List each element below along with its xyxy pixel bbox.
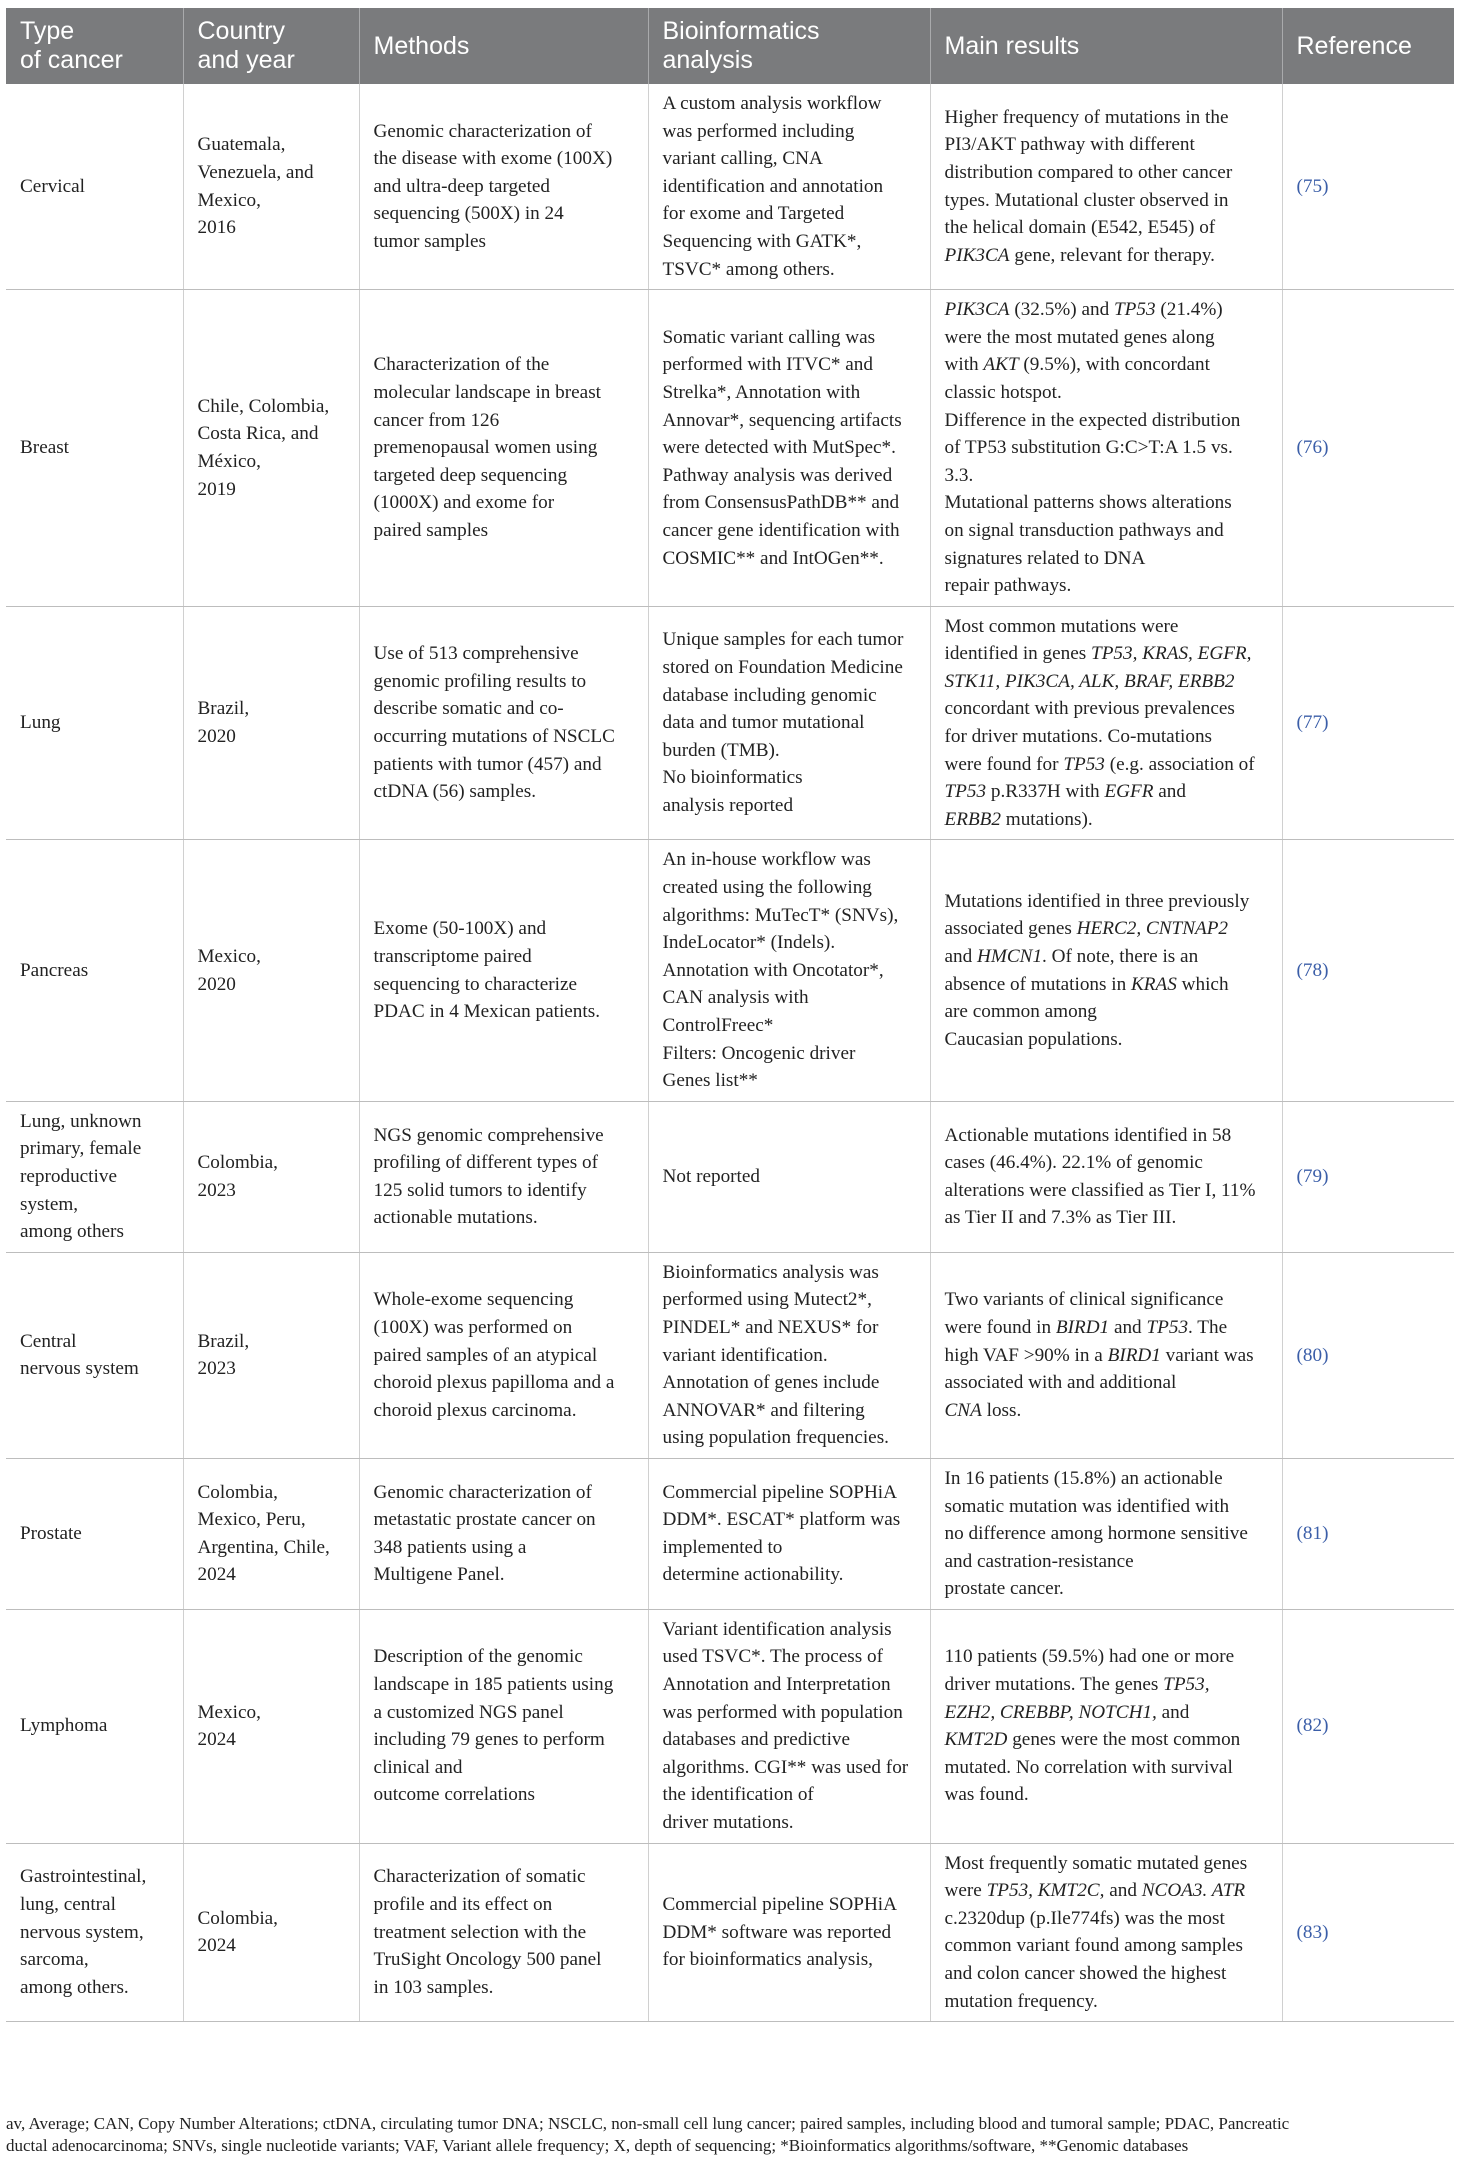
cell-text-line: identification and annotation xyxy=(662,175,884,197)
cell-text-line: variant calling, CNA xyxy=(662,148,823,170)
cell-text-line: IndeLocator* (Indels). xyxy=(662,932,836,954)
cell-text-line: were detected with MutSpec*. xyxy=(662,437,896,459)
cell-text-line: profile and its effect on xyxy=(373,1894,553,1916)
cell-text-line: Strelka*, Annotation with xyxy=(662,381,861,403)
cell-text-line: 2019 xyxy=(197,478,236,500)
cell-text-line: Pathway analysis was derived xyxy=(662,464,893,486)
cell-text-line: patients with tumor (457) and xyxy=(373,753,602,775)
cell-text-line: classic hotspot. xyxy=(944,381,1062,403)
cell-text-line: Unique samples for each tumor xyxy=(662,629,904,651)
cell-text-line: treatment selection with the xyxy=(373,1921,587,1943)
cell-text-line: cases (46.4%). 22.1% of genomic xyxy=(944,1152,1203,1174)
cell-bioinformatics-analysis xyxy=(648,84,930,290)
cell-country-and-year xyxy=(183,1252,359,1458)
cell-text-line: system, xyxy=(20,1193,79,1215)
cell-text-line: An in-house workflow was xyxy=(662,849,871,871)
cell-text-line: ERBB2 mutations). xyxy=(944,808,1093,830)
header-text-line: Methods xyxy=(373,31,470,60)
cell-text-line: Chile, Colombia, xyxy=(197,395,330,417)
cell-bioinformatics-analysis xyxy=(648,1252,930,1458)
cell-text-line: Annotation and Interpretation xyxy=(662,1674,891,1696)
cell-text-line: Exome (50-100X) and xyxy=(373,918,547,940)
cell-country-and-year xyxy=(183,840,359,1101)
cell-text-line: profiling of different types of xyxy=(373,1152,599,1174)
cell-text-line: Mexico, xyxy=(197,1701,261,1723)
cell-main-results xyxy=(930,1609,1282,1843)
cell-text-line: paired samples xyxy=(373,519,489,541)
cell-text-line: PINDEL* and NEXUS* for xyxy=(662,1316,879,1338)
cell-text-line: sequencing (500X) in 24 xyxy=(373,203,564,225)
cell-methods xyxy=(359,1843,648,2022)
cell-methods xyxy=(359,1101,648,1252)
cell-text-line: choroid plexus carcinoma. xyxy=(373,1399,577,1421)
cell-text-line: algorithms: MuTecT* (SNVs), xyxy=(662,904,899,926)
cell-text-line: Lymphoma xyxy=(20,1715,108,1737)
cell-text-line: TruSight Oncology 500 panel xyxy=(373,1949,602,1971)
cell-text-line: CNA loss. xyxy=(944,1399,1022,1421)
cell-text-line: created using the following xyxy=(662,877,872,899)
cell-text-line: COSMIC** and IntOGen**. xyxy=(662,547,884,569)
table-row xyxy=(6,1101,1454,1252)
cell-text-line: was performed with population xyxy=(662,1701,903,1723)
cell-text-line: cancer from 126 xyxy=(373,409,500,431)
cell-text-line: PDAC in 4 Mexican patients. xyxy=(373,1001,600,1023)
cell-text-line: 2024 xyxy=(197,1729,236,1751)
cell-text-line: Brazil, xyxy=(197,698,250,720)
cell-text-line: Breast xyxy=(20,437,70,459)
cell-text-line: Not reported xyxy=(662,1165,761,1187)
cell-text-line: clinical and xyxy=(373,1756,463,1778)
cell-text-line: with AKT (9.5%), with concordant xyxy=(944,354,1210,376)
cell-text-line: database including genomic xyxy=(662,684,877,706)
cell-text-line: Caucasian populations. xyxy=(944,1028,1123,1050)
table-row xyxy=(6,1252,1454,1458)
reference-link[interactable]: (82) xyxy=(1282,1609,1454,1843)
cell-type-of-cancer xyxy=(6,1101,183,1252)
cell-text-line: nervous system xyxy=(20,1358,139,1380)
cell-text-line: PIK3CA (32.5%) and TP53 (21.4%) xyxy=(944,299,1223,321)
cell-bioinformatics-analysis xyxy=(648,606,930,840)
cell-text-line: molecular landscape in breast xyxy=(373,381,601,403)
table-row xyxy=(6,1458,1454,1609)
cell-methods xyxy=(359,1252,648,1458)
cell-text-line: Variant identification analysis xyxy=(662,1618,892,1640)
cell-bioinformatics-analysis xyxy=(648,1843,930,2022)
cell-text-line: 3.3. xyxy=(944,464,974,486)
cell-text-line: 125 solid tumors to identify xyxy=(373,1179,587,1201)
cell-text-line: concordant with previous prevalences xyxy=(944,698,1235,720)
cell-text-line: implemented to xyxy=(662,1536,783,1558)
cell-text-line: on signal transduction pathways and xyxy=(944,519,1224,541)
cell-main-results xyxy=(930,84,1282,290)
cell-text-line: of TP53 substitution G:C>T:A 1.5 vs. xyxy=(944,437,1233,459)
cell-text-line: TP53 p.R337H with EGFR and xyxy=(944,781,1186,803)
cell-text-line: ctDNA (56) samples. xyxy=(373,781,537,803)
cell-country-and-year xyxy=(183,1101,359,1252)
cell-text-line: In 16 patients (15.8%) an actionable xyxy=(944,1467,1223,1489)
cell-text-line: 2024 xyxy=(197,1564,236,1586)
cell-bioinformatics-analysis xyxy=(648,290,930,607)
cell-text-line: sarcoma, xyxy=(20,1949,89,1971)
cell-text-line: 2023 xyxy=(197,1358,236,1380)
cell-main-results xyxy=(930,1252,1282,1458)
cell-country-and-year xyxy=(183,1843,359,2022)
cell-text-line: Genomic characterization of xyxy=(373,120,592,142)
cell-text-line: choroid plexus papilloma and a xyxy=(373,1372,615,1394)
cell-text-line: 2016 xyxy=(197,217,236,239)
header-type-of-cancer xyxy=(6,8,183,84)
table-row xyxy=(6,840,1454,1101)
footnote-line: ductal adenocarcinoma; SNVs, single nucleotide variants; VAF, Variant allele frequency; X, depth of sequencing; *Bioinformatics algorithms/software, **Genomic databases xyxy=(6,2136,1189,2155)
footnote-line: av, Average; CAN, Copy Number Alterations; ctDNA, circulating tumor DNA; NSCLC, non-small cell lung cancer; paired samples, including blood and tumoral sample; PDAC, Pancreatic xyxy=(6,2114,1290,2133)
cell-country-and-year xyxy=(183,84,359,290)
cell-text-line: Somatic variant calling was xyxy=(662,326,876,348)
cell-country-and-year xyxy=(183,606,359,840)
cell-country-and-year xyxy=(183,290,359,607)
cell-text-line: transcriptome paired xyxy=(373,946,532,968)
cell-text-line: Mexico, xyxy=(197,189,261,211)
cell-text-line: paired samples of an atypical xyxy=(373,1344,598,1366)
cell-text-line: No bioinformatics xyxy=(662,767,803,789)
cell-text-line: Venezuela, and xyxy=(197,161,314,183)
header-text-line: analysis xyxy=(662,46,753,74)
cell-text-line: EZH2, CREBBP, NOTCH1, and xyxy=(944,1701,1190,1723)
cell-text-line: Commercial pipeline SOPHiA xyxy=(662,1894,897,1916)
cell-text-line: Lung, unknown xyxy=(20,1110,142,1132)
cell-text-line: Most frequently somatic mutated genes xyxy=(944,1852,1248,1874)
cell-text-line: performed with ITVC* and xyxy=(662,354,873,376)
cell-text-line: Difference in the expected distribution xyxy=(944,409,1241,431)
cell-text-line: using population frequencies. xyxy=(662,1427,889,1449)
cell-text-line: c.2320dup (p.Ile774fs) was the most xyxy=(944,1907,1225,1929)
cell-text-line: reproductive xyxy=(20,1165,117,1187)
cell-text-line: associated genes HERC2, CNTNAP2 xyxy=(944,918,1229,940)
cell-text-line: PIK3CA gene, relevant for therapy. xyxy=(944,244,1215,266)
cell-text-line: ANNOVAR* and filtering xyxy=(662,1399,865,1421)
cell-type-of-cancer xyxy=(6,1843,183,2022)
table-row xyxy=(6,1843,1454,2022)
cell-text-line: sequencing to characterize xyxy=(373,973,577,995)
cell-text-line: Annotation of genes include xyxy=(662,1372,880,1394)
header-text-line: Reference xyxy=(1296,31,1412,60)
cell-text-line: DDM*. ESCAT* platform was xyxy=(662,1509,901,1531)
cell-text-line: associated with and additional xyxy=(944,1372,1177,1394)
cell-text-line: Filters: Oncogenic driver xyxy=(662,1042,856,1064)
cell-text-line: actionable mutations. xyxy=(373,1207,538,1229)
cell-text-line: the disease with exome (100X) xyxy=(373,148,613,170)
header-country-and-year xyxy=(183,8,359,84)
cell-text-line: primary, female xyxy=(20,1138,142,1160)
cell-text-line: 2023 xyxy=(197,1179,236,1201)
cell-text-line: genomic profiling results to xyxy=(373,670,587,692)
cell-main-results xyxy=(930,1101,1282,1252)
cell-text-line: NGS genomic comprehensive xyxy=(373,1124,604,1146)
cell-text-line: Annotation with Oncotator*, xyxy=(662,959,884,981)
reference-link[interactable]: (83) xyxy=(1282,1843,1454,2022)
cell-text-line: absence of mutations in KRAS which xyxy=(944,973,1229,995)
cell-text-line: Annovar*, sequencing artifacts xyxy=(662,409,902,431)
cell-text-line: Brazil, xyxy=(197,1330,250,1352)
header-text-line: Country xyxy=(197,17,286,45)
cell-text-line: were found for TP53 (e.g. association of xyxy=(944,753,1255,775)
cell-main-results xyxy=(930,1458,1282,1609)
cell-text-line: (100X) was performed on xyxy=(373,1316,573,1338)
cell-text-line: KMT2D genes were the most common xyxy=(944,1729,1241,1751)
cell-methods xyxy=(359,290,648,607)
cell-text-line: Central xyxy=(20,1330,77,1352)
cell-text-line: and castration-resistance xyxy=(944,1550,1134,1572)
cell-text-line: variant identification. xyxy=(662,1344,828,1366)
cell-text-line: nervous system, xyxy=(20,1921,144,1943)
cell-methods xyxy=(359,84,648,290)
cell-text-line: 2020 xyxy=(197,973,236,995)
cell-text-line: metastatic prostate cancer on xyxy=(373,1509,596,1531)
cell-text-line: Colombia, xyxy=(197,1481,278,1503)
cell-text-line: from ConsensusPathDB** and xyxy=(662,492,900,514)
cell-text-line: a customized NGS panel xyxy=(373,1701,564,1723)
cell-bioinformatics-analysis xyxy=(648,1101,930,1252)
cell-text-line: Colombia, xyxy=(197,1907,278,1929)
cell-text-line: Guatemala, xyxy=(197,134,286,156)
cell-text-line: (1000X) and exome for xyxy=(373,492,555,514)
cell-text-line: high VAF >90% in a BIRD1 variant was xyxy=(944,1344,1254,1366)
cell-text-line: data and tumor mutational xyxy=(662,712,865,734)
cell-text-line: determine actionability. xyxy=(662,1564,844,1586)
cell-text-line: 2024 xyxy=(197,1935,236,1957)
cell-text-line: ControlFreec* xyxy=(662,1015,774,1036)
cell-text-line: Bioinformatics analysis was xyxy=(662,1261,879,1283)
cell-text-line: occurring mutations of NSCLC xyxy=(373,726,615,748)
cell-text-line: 348 patients using a xyxy=(373,1536,527,1558)
cell-text-line: Characterization of somatic xyxy=(373,1866,586,1888)
header-text-line: Main results xyxy=(944,31,1080,60)
cell-text-line: identified in genes TP53, KRAS, EGFR, xyxy=(944,643,1252,665)
cell-text-line: the helical domain (E542, E545) of xyxy=(944,217,1216,239)
reference-link[interactable]: (76) xyxy=(1282,290,1454,607)
cell-text-line: no difference among hormone sensitive xyxy=(944,1523,1248,1545)
table-row xyxy=(6,290,1454,607)
cell-type-of-cancer xyxy=(6,1609,183,1843)
cell-text-line: Genes list** xyxy=(662,1070,758,1092)
cell-text-line: including 79 genes to perform xyxy=(373,1729,605,1751)
cell-text-line: Description of the genomic xyxy=(373,1646,583,1668)
cell-bioinformatics-analysis xyxy=(648,1609,930,1843)
cell-text-line: mutation frequency. xyxy=(944,1990,1098,2012)
header-text-line: and year xyxy=(197,46,295,74)
cell-text-line: among others. xyxy=(20,1976,129,1998)
cell-country-and-year xyxy=(183,1458,359,1609)
cell-text-line: CAN analysis with xyxy=(662,987,809,1009)
cell-text-line: outcome correlations xyxy=(373,1784,535,1806)
cell-text-line: analysis reported xyxy=(662,795,794,817)
cell-main-results xyxy=(930,840,1282,1101)
cell-text-line: Actionable mutations identified in 58 xyxy=(944,1124,1232,1146)
table-header-row xyxy=(6,8,1454,84)
cell-text-line: Mutational patterns shows alterations xyxy=(944,492,1232,514)
cell-text-line: somatic mutation was identified with xyxy=(944,1495,1230,1517)
cell-text-line: were the most mutated genes along xyxy=(944,326,1215,348)
cell-text-line: and ultra-deep targeted xyxy=(373,175,551,197)
table-row xyxy=(6,1609,1454,1843)
cell-text-line: STK11, PIK3CA, ALK, BRAF, ERBB2 xyxy=(944,670,1235,692)
cell-text-line: driver mutations. The genes TP53, xyxy=(944,1674,1210,1696)
cell-text-line: prostate cancer. xyxy=(944,1578,1064,1600)
cell-text-line: lung, central xyxy=(20,1894,116,1916)
cell-text-line: targeted deep sequencing xyxy=(373,464,568,486)
cell-text-line: Argentina, Chile, xyxy=(197,1536,330,1558)
cell-text-line: repair pathways. xyxy=(944,575,1072,597)
cell-text-line: Most common mutations were xyxy=(944,615,1179,637)
cell-main-results xyxy=(930,290,1282,607)
header-text-line: Type xyxy=(20,17,75,45)
table-body xyxy=(6,84,1454,2022)
cell-text-line: performed using Mutect2*, xyxy=(662,1289,872,1311)
cell-text-line: were found in BIRD1 and TP53. The xyxy=(944,1316,1228,1338)
cell-text-line: distribution compared to other cancer xyxy=(944,161,1233,183)
cell-text-line: are common among xyxy=(944,1001,1097,1023)
cell-text-line: Multigene Panel. xyxy=(373,1564,505,1586)
table-row xyxy=(6,606,1454,840)
cell-text-line: and colon cancer showed the highest xyxy=(944,1963,1227,1984)
cell-text-line: cancer gene identification with xyxy=(662,519,900,541)
reference-link[interactable]: (79) xyxy=(1282,1101,1454,1252)
header-text-line: of cancer xyxy=(20,46,123,74)
cell-type-of-cancer xyxy=(6,1252,183,1458)
cell-text-line: for driver mutations. Co-mutations xyxy=(944,726,1213,748)
cell-text-line: common variant found among samples xyxy=(944,1935,1243,1957)
cell-text-line: was found. xyxy=(944,1784,1029,1806)
cell-text-line: landscape in 185 patients using xyxy=(373,1674,614,1696)
cell-text-line: 2020 xyxy=(197,726,236,748)
cell-text-line: the identification of xyxy=(662,1784,814,1806)
header-text-line: Bioinformatics xyxy=(662,17,820,45)
reference-link[interactable]: (81) xyxy=(1282,1458,1454,1609)
cell-country-and-year xyxy=(183,1609,359,1843)
cell-text-line: was performed including xyxy=(662,120,855,142)
reference-link[interactable]: (80) xyxy=(1282,1252,1454,1458)
cell-text-line: stored on Foundation Medicine xyxy=(662,657,903,679)
cell-text-line: Prostate xyxy=(20,1523,82,1545)
table-container xyxy=(6,8,1454,2022)
cancer-genomics-table xyxy=(6,8,1454,2022)
cell-text-line: were TP53, KMT2C, and NCOA3. ATR xyxy=(944,1880,1246,1902)
cell-text-line: Cervical xyxy=(20,175,85,197)
cell-text-line: TSVC* among others. xyxy=(662,258,835,280)
cell-text-line: Characterization of the xyxy=(373,354,550,376)
cell-text-line: describe somatic and co- xyxy=(373,698,564,720)
cell-type-of-cancer xyxy=(6,84,183,290)
cell-type-of-cancer xyxy=(6,1458,183,1609)
cell-main-results xyxy=(930,606,1282,840)
cell-text-line: in 103 samples. xyxy=(373,1976,494,1998)
cell-text-line: and HMCN1. Of note, there is an xyxy=(944,946,1199,968)
cell-text-line: for bioinformatics analysis, xyxy=(662,1949,873,1971)
table-footnote xyxy=(6,2113,1454,2157)
cell-text-line: signatures related to DNA xyxy=(944,547,1146,569)
cell-text-line: tumor samples xyxy=(373,230,486,252)
cell-text-line: used TSVC*. The process of xyxy=(662,1646,883,1668)
cell-text-line: premenopausal women using xyxy=(373,437,598,459)
cell-text-line: DDM* software was reported xyxy=(662,1921,892,1943)
cell-methods xyxy=(359,840,648,1101)
cell-text-line: Colombia, xyxy=(197,1152,278,1174)
reference-link[interactable]: (77) xyxy=(1282,606,1454,840)
cell-text-line: among others xyxy=(20,1221,124,1243)
cell-text-line: for exome and Targeted xyxy=(662,203,845,225)
cell-type-of-cancer xyxy=(6,840,183,1101)
cell-text-line: Genomic characterization of xyxy=(373,1481,592,1503)
cell-bioinformatics-analysis xyxy=(648,1458,930,1609)
cell-methods xyxy=(359,1609,648,1843)
cell-text-line: Pancreas xyxy=(20,959,89,981)
cell-bioinformatics-analysis xyxy=(648,840,930,1101)
cell-text-line: Gastrointestinal, xyxy=(20,1866,147,1888)
cell-text-line: Commercial pipeline SOPHiA xyxy=(662,1481,897,1503)
cell-text-line: mutated. No correlation with survival xyxy=(944,1756,1233,1778)
header-bioinformatics-analysis xyxy=(648,8,930,84)
cell-text-line: Sequencing with GATK*, xyxy=(662,230,862,252)
header-methods xyxy=(359,8,648,84)
cell-text-line: México, xyxy=(197,450,261,472)
cell-text-line: Costa Rica, and xyxy=(197,423,319,445)
cell-text-line: algorithms. CGI** was used for xyxy=(662,1756,909,1778)
cell-text-line: Lung xyxy=(20,712,61,734)
cell-type-of-cancer xyxy=(6,606,183,840)
cell-text-line: Mexico, Peru, xyxy=(197,1509,306,1531)
cell-text-line: PI3/AKT pathway with different xyxy=(944,134,1195,156)
cell-text-line: Whole-exome sequencing xyxy=(373,1289,574,1311)
cell-text-line: databases and predictive xyxy=(662,1729,851,1751)
cell-text-line: Use of 513 comprehensive xyxy=(373,643,579,665)
cell-text-line: Mutations identified in three previously xyxy=(944,890,1250,912)
cell-main-results xyxy=(930,1843,1282,2022)
cell-text-line: Higher frequency of mutations in the xyxy=(944,106,1229,128)
reference-link[interactable]: (78) xyxy=(1282,840,1454,1101)
header-reference xyxy=(1282,8,1454,84)
cell-text-line: driver mutations. xyxy=(662,1812,794,1834)
cell-methods xyxy=(359,1458,648,1609)
cell-type-of-cancer xyxy=(6,290,183,607)
cell-text-line: types. Mutational cluster observed in xyxy=(944,189,1229,211)
cell-methods xyxy=(359,606,648,840)
header-main-results xyxy=(930,8,1282,84)
cell-text-line: as Tier II and 7.3% as Tier III. xyxy=(944,1207,1177,1229)
cell-text-line: alterations were classified as Tier I, 11% xyxy=(944,1179,1256,1201)
cell-text-line: Mexico, xyxy=(197,946,261,968)
reference-link[interactable]: (75) xyxy=(1282,84,1454,290)
cell-text-line: Two variants of clinical significance xyxy=(944,1289,1224,1311)
cell-text-line: A custom analysis workflow xyxy=(662,93,882,114)
cell-text-line: burden (TMB). xyxy=(662,739,780,761)
cell-text-line: 110 patients (59.5%) had one or more xyxy=(944,1646,1235,1668)
table-row xyxy=(6,84,1454,290)
